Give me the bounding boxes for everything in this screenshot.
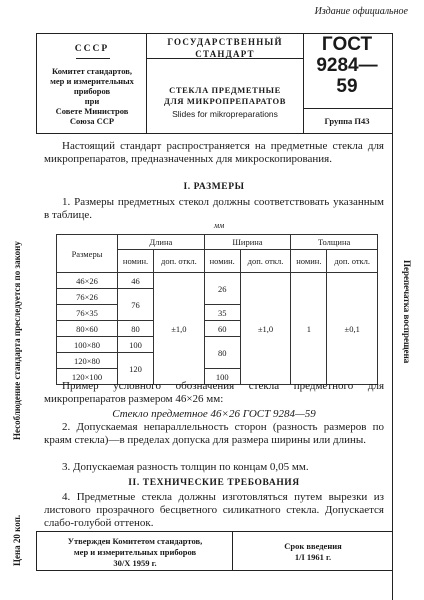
- gost-id: [306, 34, 388, 97]
- standard-label-line: ГОСУДАРСТВЕННЫЙ: [167, 37, 283, 47]
- country-underline: [76, 58, 110, 59]
- size-cell: 76×35: [57, 305, 118, 321]
- effective-label: Срок введения: [284, 541, 342, 551]
- length-tolerance-cell: ±1,0: [154, 273, 205, 385]
- section-title: I. РАЗМЕРЫ: [183, 182, 245, 192]
- footer-divider: [232, 531, 233, 570]
- length-cell: 76: [118, 289, 154, 321]
- gost-label: ГОСТ: [321, 34, 373, 55]
- approval-line: 30/X 1959 г.: [113, 558, 157, 568]
- side-warning-text: Несоблюдение стандарта преследуется по закону: [12, 241, 22, 440]
- edition-note: Издание официальное: [314, 6, 408, 17]
- committee-line: приборов: [73, 86, 111, 96]
- size-cell: 120×100: [57, 369, 118, 385]
- col-header-nominal: номин.: [204, 250, 240, 273]
- dimensions-table: [56, 234, 378, 385]
- col-header-nominal: номин.: [118, 250, 154, 273]
- length-cell: 80: [118, 321, 154, 337]
- width-cell: 100: [204, 369, 240, 385]
- standard-label: [148, 36, 302, 60]
- width-tolerance-cell: ±1,0: [240, 273, 291, 385]
- col-header-thickness: Толщина: [291, 235, 378, 250]
- title-ru-line: ДЛЯ МИКРОПРЕПАРАТОВ: [164, 96, 286, 106]
- approval-line: Утвержден Комитетом стандартов,: [67, 536, 203, 546]
- side-reprint-text: Перепечатка воспрещена: [402, 260, 412, 364]
- footer-bottom-rule: [36, 570, 392, 571]
- paragraph-3: 3. Допускаемая разность толщин по концам 0,05 мм.: [62, 461, 309, 473]
- footer-left-rule: [36, 531, 37, 570]
- country-label: СССР: [74, 44, 110, 54]
- effective-date-block: [236, 541, 390, 563]
- size-cell: 100×80: [57, 337, 118, 353]
- approval-line: мер и измерительных приборов: [73, 547, 197, 557]
- col-header-tolerance: доп. откл.: [240, 250, 291, 273]
- standard-label-line: СТАНДАРТ: [195, 49, 255, 59]
- width-cell: 60: [204, 321, 240, 337]
- width-cell: 26: [204, 273, 240, 305]
- paragraph-1: 1. Размеры предметных стекол должны соответствовать указанным в таблице.: [44, 196, 384, 221]
- col-header-tolerance: доп. откл.: [154, 250, 205, 273]
- committee-line: Союза ССР: [69, 116, 115, 126]
- paragraph-4: 4. Предметные стекла должны изготовляться путем вырезки из листового прозрачного бесцветного силикатного стекла. Допускается слабо-голубой оттенок.: [44, 491, 384, 529]
- width-cell: 80: [204, 337, 240, 369]
- title-ru-line: СТЕКЛА ПРЕДМЕТНЫЕ: [169, 85, 281, 95]
- length-cell: 100: [118, 337, 154, 353]
- example-designation: Стекло предметное 46×26 ГОСТ 9284—59: [112, 408, 316, 420]
- width-cell: 35: [204, 305, 240, 321]
- length-cell: 120: [118, 353, 154, 385]
- thickness-tolerance-cell: ±0,1: [327, 273, 378, 385]
- size-cell: 80×60: [57, 321, 118, 337]
- intro-paragraph: Настоящий стандарт распространяется на предметные стекла для микропрепаратов, предназначенных для микроскопирования.: [44, 140, 384, 165]
- unit-label: мм: [214, 221, 225, 230]
- title-en: Slides for mikropreparations: [172, 109, 278, 119]
- col-header-tolerance: доп. откл.: [327, 250, 378, 273]
- col-header-sizes: Размеры: [57, 235, 118, 273]
- thickness-cell: 1: [291, 273, 327, 385]
- committee-line: Совете Министров: [55, 106, 129, 116]
- col-header-nominal: номин.: [291, 250, 327, 273]
- committee-line: мер и измерительных: [50, 76, 134, 86]
- size-cell: 120×80: [57, 353, 118, 369]
- gost-number: 9284—59: [316, 55, 378, 97]
- size-cell: 76×26: [57, 289, 118, 305]
- col-header-width: Ширина: [204, 235, 291, 250]
- committee-line: при: [84, 96, 100, 106]
- col-header-length: Длина: [118, 235, 205, 250]
- example-paragraph: Пример условного обозначения стекла предметного для микропрепаратов размером 46×26 мм:: [44, 380, 384, 405]
- group-code: Группа П43: [324, 116, 370, 126]
- paragraph-2: 2. Допускаемая непараллельность сторон (разность размеров по краям стекла)—в пределах допуска для размера ширины или длины.: [44, 421, 384, 446]
- footer-top-rule: [36, 531, 392, 532]
- section-title: II. ТЕХНИЧЕСКИЕ ТРЕБОВАНИЯ: [128, 478, 300, 488]
- committee-block: [40, 66, 144, 126]
- effective-date: 1/I 1961 г.: [294, 552, 332, 562]
- title-ru: [148, 85, 302, 107]
- size-cell: 46×26: [57, 273, 118, 289]
- side-price-text: Цена 20 коп.: [12, 514, 22, 566]
- approval-block: [40, 536, 230, 569]
- length-cell: 46: [118, 273, 154, 289]
- committee-line: Комитет стандартов,: [52, 66, 132, 76]
